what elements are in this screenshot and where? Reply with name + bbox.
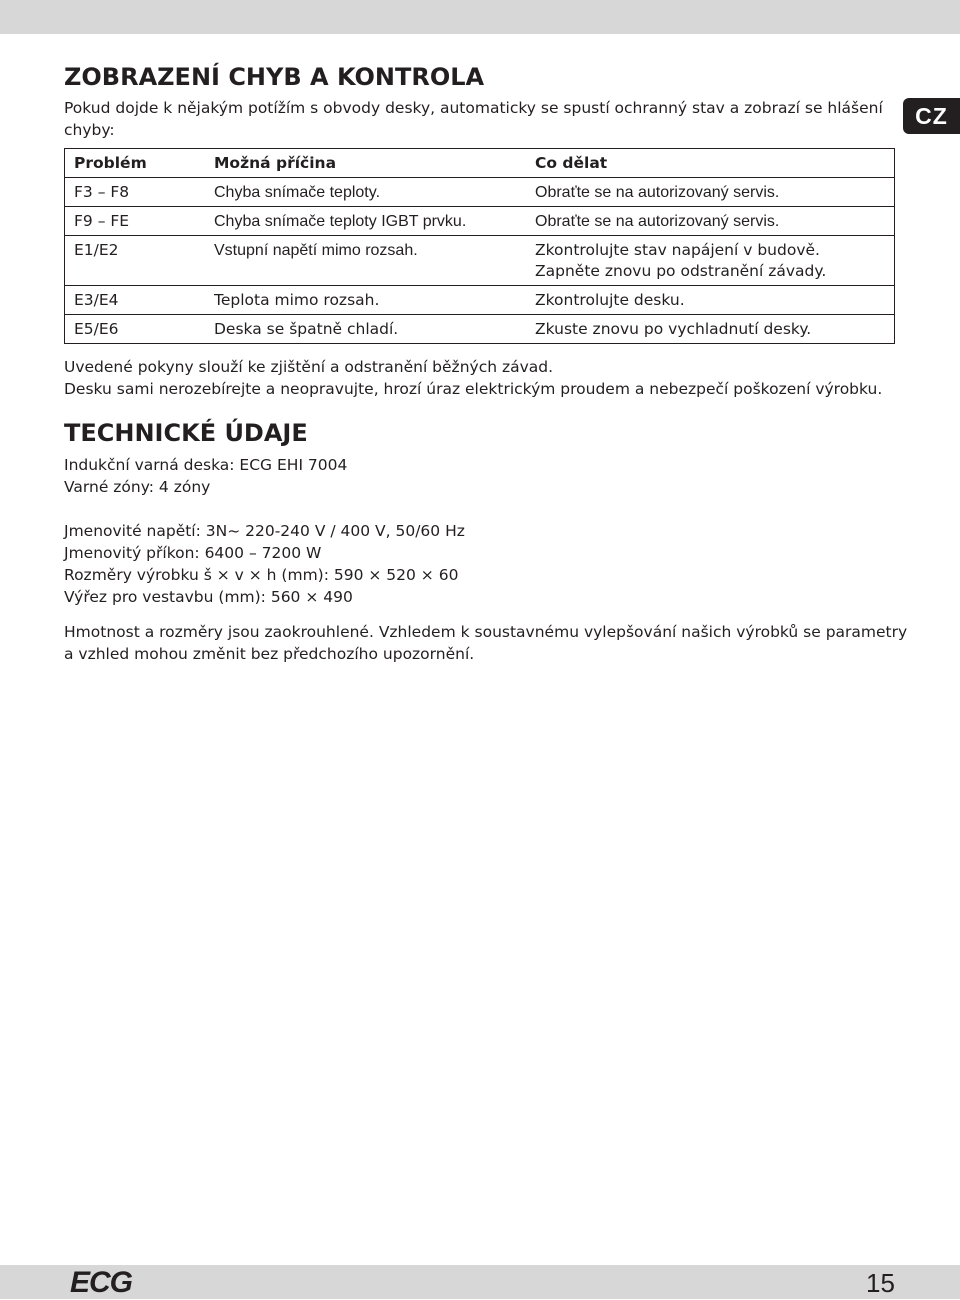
spec-line: Jmenovitý příkon: 6400 – 7200 W — [64, 544, 322, 562]
row-problem: E3/E4 — [65, 286, 206, 315]
row-action: Obraťte se na autorizovaný servis. — [526, 178, 895, 207]
table-row — [65, 207, 895, 236]
table-row — [65, 286, 895, 315]
errors-intro: Pokud dojde k nějakým potížím s obvody desky, automaticky se spustí ochranný stav a zobrazí se hlášení chyby: — [64, 99, 883, 139]
page-number: 15 — [866, 1268, 895, 1298]
table-row — [65, 236, 895, 286]
note-line: Desku sami nerozebírejte a neopravujte, hrozí úraz elektrickým proudem a nebezpečí poškození výrobku. — [64, 380, 883, 398]
spec-line: Výřez pro vestavbu (mm): 560 × 490 — [64, 588, 353, 606]
spec-line: Varné zóny: 4 zóny — [64, 478, 211, 496]
row-cause: Vstupní napětí mimo rozsah. — [205, 236, 526, 286]
row-action: Obraťte se na autorizovaný servis. — [526, 207, 895, 236]
header-problem: Problém — [65, 149, 206, 178]
row-problem: E5/E6 — [65, 315, 206, 344]
row-action-line: Zkontrolujte stav napájení v budově. — [535, 241, 820, 259]
spec-line: Indukční varná deska: ECG EHI 7004 — [64, 456, 348, 474]
header-band — [0, 0, 960, 34]
disclaimer-line: a vzhled mohou změnit bez předchozího upozornění. — [64, 645, 475, 663]
row-cause: Deska se špatně chladí. — [205, 315, 526, 344]
header-action: Co dělat — [526, 149, 895, 178]
footer-band — [0, 1265, 960, 1299]
row-cause: Teplota mimo rozsah. — [205, 286, 526, 315]
row-problem: E1/E2 — [65, 236, 206, 286]
product-info — [64, 454, 897, 498]
disclaimer-line: Hmotnost a rozměry jsou zaokrouhlené. Vzhledem k soustavnému vylepšování našich výrobků se parametry — [64, 623, 908, 641]
row-cause: Chyba snímače teploty IGBT prvku. — [205, 207, 526, 236]
language-tab: CZ — [903, 98, 960, 134]
row-action-line: Zapněte znovu po odstranění závady. — [535, 262, 827, 280]
row-action: Zkontrolujte desku. — [526, 286, 895, 315]
spec-line: Rozměry výrobku š × v × h (mm): 590 × 520 × 60 — [64, 566, 459, 584]
table-row — [65, 178, 895, 207]
ecg-logo: ECG — [70, 1266, 133, 1299]
errors-section-title: ZOBRAZENÍ CHYB A KONTROLA — [64, 63, 485, 91]
table-row — [65, 315, 895, 344]
table-header-row — [65, 149, 895, 178]
row-problem: F9 – FE — [65, 207, 206, 236]
error-notes — [64, 356, 897, 400]
row-cause: Chyba snímače teploty. — [205, 178, 526, 207]
electrical-specs — [64, 520, 897, 608]
disclaimer — [64, 621, 908, 665]
header-cause: Možná příčina — [205, 149, 526, 178]
row-problem: F3 – F8 — [65, 178, 206, 207]
spec-line: Jmenovité napětí: 3N~ 220-240 V / 400 V, 50/60 Hz — [64, 522, 465, 540]
error-table — [64, 148, 895, 344]
row-action — [526, 236, 895, 286]
row-action: Zkuste znovu po vychladnutí desky. — [526, 315, 895, 344]
note-line: Uvedené pokyny slouží ke zjištění a odstranění běžných závad. — [64, 358, 554, 376]
tech-section-title: TECHNICKÉ ÚDAJE — [64, 419, 308, 447]
